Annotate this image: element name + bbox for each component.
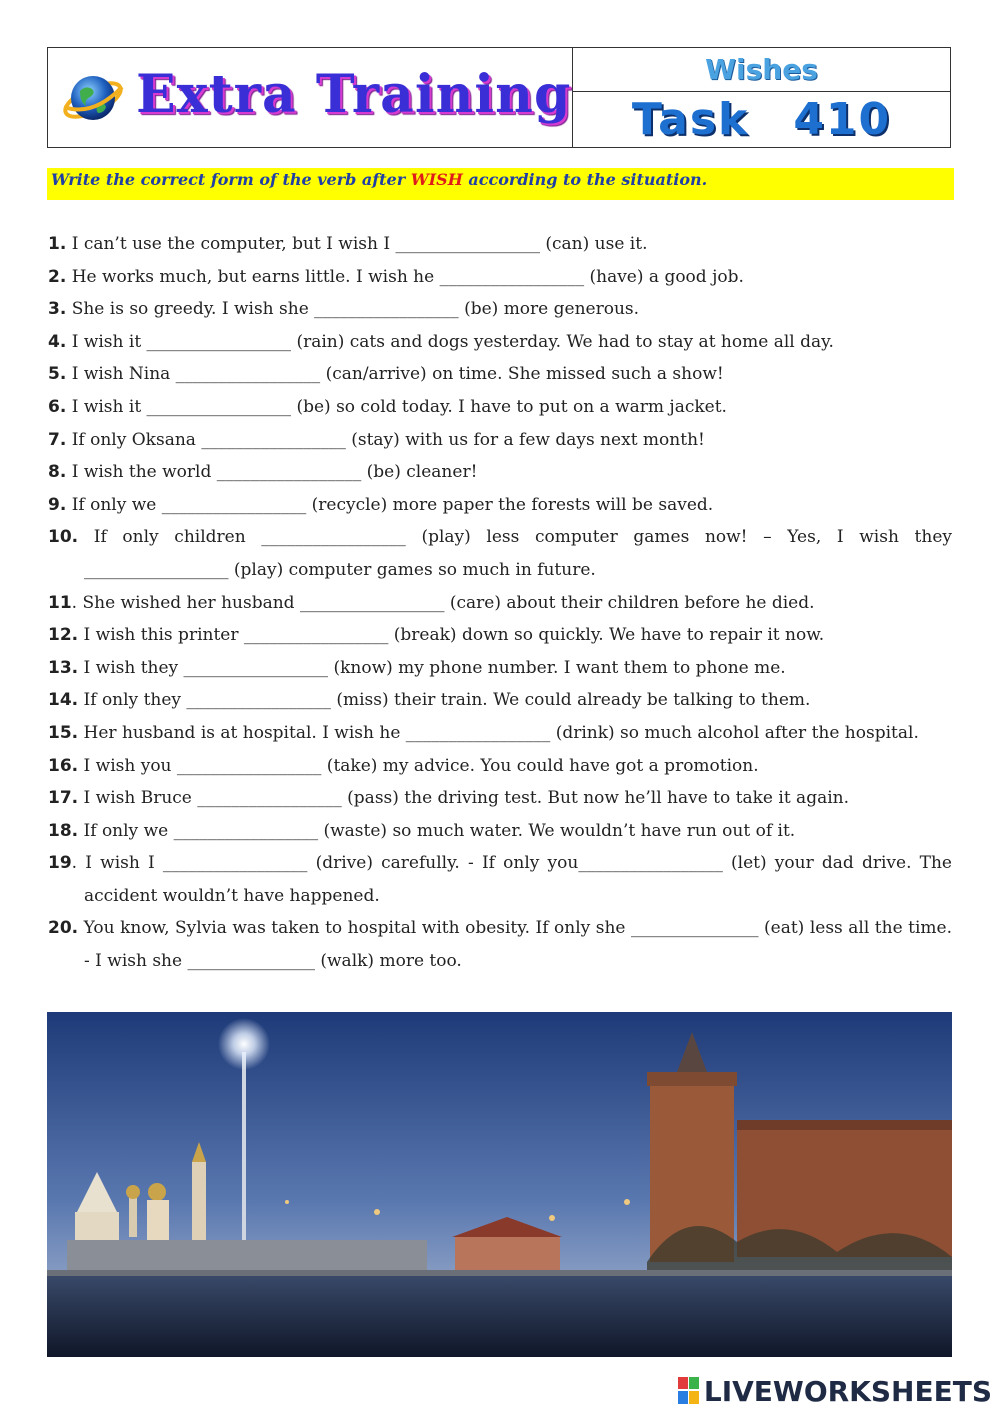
exercise-text: If only we _________________ (waste) so much water. We wouldn’t have run out of it. xyxy=(78,820,796,841)
exercise-number: 4. xyxy=(48,331,67,352)
exercise-item xyxy=(48,847,952,912)
footer-brand: LIVEWORKSHEETS xyxy=(703,1374,992,1408)
kremlin-photo xyxy=(47,1012,952,1357)
instruction-highlight: WISH xyxy=(410,170,463,189)
exercise-number: 16. xyxy=(48,755,79,776)
exercise-text: If only children _________________ (play) less computer games now! – Yes, I wish they _________________ (play) computer games so much in future. xyxy=(78,527,952,580)
exercise-number: 5. xyxy=(48,364,67,385)
exercise-text: I wish this printer _________________ (break) down so quickly. We have to repair it now. xyxy=(78,625,825,646)
exercise-item xyxy=(48,424,952,457)
exercise-number: 3. xyxy=(48,299,67,320)
task-id xyxy=(573,92,950,147)
exercise-text: . I wish I _________________ (drive) carefully. - If only you_________________ (let) your dad drive. The accident wouldn’t have happened. xyxy=(71,853,952,906)
exercise-item xyxy=(48,750,952,783)
exercise-text: If only Oksana _________________ (stay) with us for a few days next month! xyxy=(66,429,705,450)
brand-cell xyxy=(48,48,573,147)
exercise-item xyxy=(48,391,952,424)
exercise-item xyxy=(48,684,952,717)
exercise-text: I wish it _________________ (rain) cats and dogs yesterday. We had to stay at home all day. xyxy=(66,331,834,352)
photo-illustration xyxy=(47,1012,952,1357)
exercise-item xyxy=(48,293,952,326)
exercise-item xyxy=(48,912,952,977)
exercise-list xyxy=(48,228,952,978)
exercise-text: I wish you _________________ (take) my advice. You could have got a promotion. xyxy=(78,755,759,776)
exercise-text: I wish Nina _________________ (can/arrive) on time. She missed such a show! xyxy=(66,364,724,385)
brand-title: Extra Training xyxy=(136,64,572,125)
exercise-text: . She wished her husband _________________ (care) about their children before he died. xyxy=(71,592,815,613)
exercise-number: 9. xyxy=(48,494,67,515)
exercise-item xyxy=(48,815,952,848)
exercise-text: I wish the world _________________ (be) cleaner! xyxy=(66,462,478,483)
exercise-number: 17. xyxy=(48,788,79,809)
exercise-number: 18. xyxy=(48,820,79,841)
exercise-item xyxy=(48,326,952,359)
exercise-number: 13. xyxy=(48,657,79,678)
exercise-item xyxy=(48,717,952,750)
exercise-text: I wish Bruce _________________ (pass) the driving test. But now he’ll have to take it again. xyxy=(78,788,850,809)
globe-icon xyxy=(62,67,124,129)
exercise-item xyxy=(48,587,952,620)
exercise-number: 15. xyxy=(48,722,79,743)
task-number: 410 xyxy=(793,94,892,145)
exercise-number: 20. xyxy=(48,918,79,939)
instruction-banner xyxy=(47,168,954,200)
exercise-item xyxy=(48,358,952,391)
topic-title: Wishes xyxy=(573,48,950,92)
exercise-text: He works much, but earns little. I wish he _________________ (have) a good job. xyxy=(66,266,744,287)
header-box xyxy=(47,47,951,148)
exercise-number: 11 xyxy=(48,592,72,613)
exercise-text: You know, Sylvia was taken to hospital with obesity. If only she _______________ (eat) less all the time. - I wish she _______________ (walk) more too. xyxy=(78,918,952,972)
exercise-text: If only they _________________ (miss) their train. We could already be talking to them. xyxy=(78,690,811,711)
liveworksheets-logo[interactable] xyxy=(678,1376,992,1406)
exercise-number: 2. xyxy=(48,266,67,287)
exercise-text: I wish it _________________ (be) so cold today. I have to put on a warm jacket. xyxy=(66,396,727,417)
exercise-item xyxy=(48,456,952,489)
instruction-text-after: according to the situation. xyxy=(462,170,708,189)
instruction-text-before: Write the correct form of the verb after xyxy=(51,170,411,189)
exercise-number: 19 xyxy=(48,853,72,874)
exercise-text: If only we _________________ (recycle) more paper the forests will be saved. xyxy=(66,494,714,515)
exercise-text: I can’t use the computer, but I wish I _________________ (can) use it. xyxy=(66,234,648,254)
exercise-item xyxy=(48,652,952,685)
exercise-number: 8. xyxy=(48,462,67,483)
exercise-number: 10. xyxy=(48,527,79,548)
exercise-number: 1. xyxy=(48,234,67,254)
exercise-item xyxy=(48,521,952,586)
task-label: Task xyxy=(631,94,750,145)
exercise-item xyxy=(48,782,952,815)
liveworksheets-icon xyxy=(678,1377,700,1405)
exercise-item xyxy=(48,489,952,522)
exercise-text: I wish they _________________ (know) my phone number. I want them to phone me. xyxy=(78,657,786,678)
exercise-text: She is so greedy. I wish she _________________ (be) more generous. xyxy=(66,299,640,320)
exercise-item xyxy=(48,228,952,261)
exercise-item xyxy=(48,619,952,652)
exercise-text: Her husband is at hospital. I wish he _________________ (drink) so much alcohol after the hospital. xyxy=(78,722,919,743)
exercise-item xyxy=(48,261,952,294)
task-info xyxy=(573,48,950,147)
exercise-number: 7. xyxy=(48,429,67,450)
exercise-number: 6. xyxy=(48,396,67,417)
exercise-number: 12. xyxy=(48,625,79,646)
exercise-number: 14. xyxy=(48,690,79,711)
